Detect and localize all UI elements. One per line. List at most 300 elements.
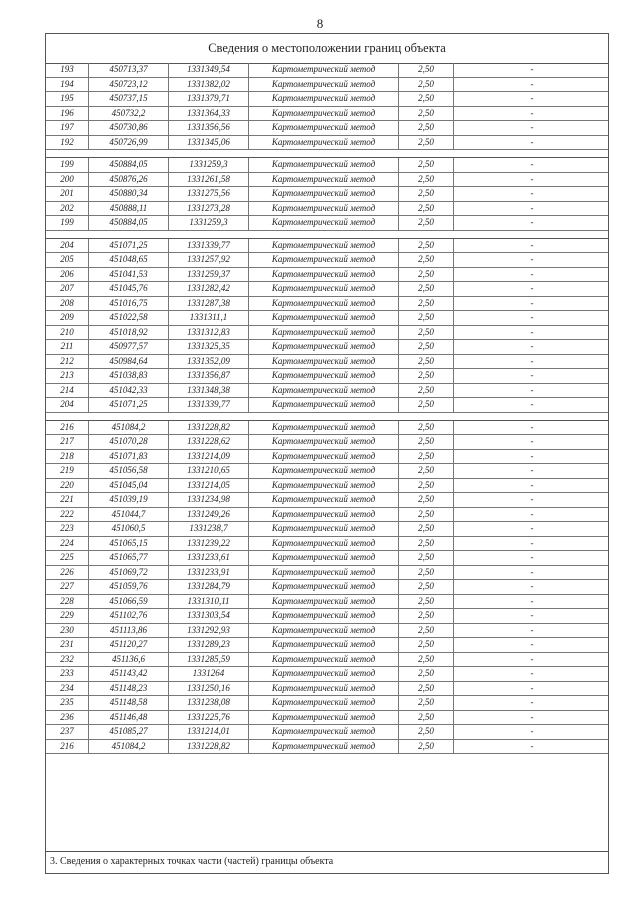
description: -: [530, 552, 534, 562]
x-coordinate: 451102,76: [89, 609, 169, 623]
point-number: 229: [46, 609, 89, 623]
accuracy: 2,50: [399, 624, 454, 638]
y-coordinate: 1331325,35: [169, 340, 249, 354]
y-coordinate: 1331282,42: [169, 282, 249, 296]
point-number: 221: [46, 493, 89, 507]
description: -: [530, 537, 534, 548]
accuracy: 2,50: [399, 173, 454, 187]
x-coordinate: 451041,53: [89, 268, 169, 282]
description: -: [530, 202, 534, 213]
accuracy: 2,50: [399, 725, 454, 739]
point-number: 212: [46, 355, 89, 369]
point-number: 199: [46, 158, 89, 172]
method: Картометрический метод: [249, 311, 399, 325]
description: -: [530, 653, 534, 664]
y-coordinate: 1331214,09: [169, 450, 249, 464]
y-coordinate: 1331228,62: [169, 435, 249, 449]
x-coordinate: 451071,25: [89, 239, 169, 253]
x-coordinate: 450984,64: [89, 355, 169, 369]
table-row: [46, 282, 608, 297]
table-row: [46, 421, 608, 436]
description: -: [530, 421, 534, 432]
accuracy: 2,50: [399, 216, 454, 230]
point-number: 220: [46, 479, 89, 493]
group-separator: [46, 150, 608, 158]
accuracy: 2,50: [399, 653, 454, 667]
x-coordinate: 451045,76: [89, 282, 169, 296]
method: Картометрический метод: [249, 63, 399, 77]
y-coordinate: 1331339,77: [169, 398, 249, 412]
y-coordinate: 1331234,98: [169, 493, 249, 507]
y-coordinate: 1331228,82: [169, 421, 249, 435]
table-row: [46, 653, 608, 668]
section-footer: 3. Сведения о характерных точках части (частей) границы объекта: [46, 851, 608, 873]
method: Картометрический метод: [249, 253, 399, 267]
method: Картометрический метод: [249, 158, 399, 172]
point-number: 216: [46, 740, 89, 754]
method: Картометрический метод: [249, 696, 399, 710]
x-coordinate: 451069,72: [89, 566, 169, 580]
description: -: [530, 370, 534, 380]
description: -: [530, 399, 534, 409]
description: -: [530, 173, 534, 184]
x-coordinate: 450737,15: [89, 92, 169, 106]
accuracy: 2,50: [399, 696, 454, 710]
y-coordinate: 1331259,3: [169, 216, 249, 230]
point-number: 208: [46, 297, 89, 311]
method: Картометрический метод: [249, 682, 399, 696]
description: -: [530, 188, 534, 198]
accuracy: 2,50: [399, 522, 454, 536]
description: -: [530, 465, 534, 475]
point-number: 202: [46, 202, 89, 216]
method: Картометрический метод: [249, 537, 399, 551]
x-coordinate: 451045,04: [89, 479, 169, 493]
description: -: [530, 697, 534, 707]
y-coordinate: 1331238,7: [169, 522, 249, 536]
table-row: [46, 682, 608, 697]
table-row: [46, 398, 608, 413]
x-coordinate: 450888,11: [89, 202, 169, 216]
x-coordinate: 451136,6: [89, 653, 169, 667]
method: Картометрический метод: [249, 566, 399, 580]
accuracy: 2,50: [399, 63, 454, 77]
accuracy: 2,50: [399, 355, 454, 369]
y-coordinate: 1331345,06: [169, 136, 249, 150]
table-row: [46, 253, 608, 268]
y-coordinate: 1331214,01: [169, 725, 249, 739]
point-number: 219: [46, 464, 89, 478]
table-row: [46, 580, 608, 595]
y-coordinate: 1331284,79: [169, 580, 249, 594]
description: -: [530, 93, 534, 103]
y-coordinate: 1331233,61: [169, 551, 249, 565]
method: Картометрический метод: [249, 725, 399, 739]
y-coordinate: 1331285,59: [169, 653, 249, 667]
point-number: 225: [46, 551, 89, 565]
description: -: [530, 254, 534, 264]
description: -: [530, 268, 534, 279]
accuracy: 2,50: [399, 158, 454, 172]
point-number: 214: [46, 384, 89, 398]
point-number: 210: [46, 326, 89, 340]
accuracy: 2,50: [399, 609, 454, 623]
method: Картометрический метод: [249, 173, 399, 187]
method: Картометрический метод: [249, 202, 399, 216]
table-row: [46, 355, 608, 370]
accuracy: 2,50: [399, 311, 454, 325]
description: -: [530, 595, 534, 606]
x-coordinate: 451044,7: [89, 508, 169, 522]
table-row: [46, 551, 608, 566]
table-row: [46, 725, 608, 740]
description: -: [530, 566, 534, 577]
table-row: [46, 624, 608, 639]
x-coordinate: 451060,5: [89, 522, 169, 536]
point-number: 206: [46, 268, 89, 282]
accuracy: 2,50: [399, 421, 454, 435]
description: -: [530, 341, 534, 351]
x-coordinate: 451056,58: [89, 464, 169, 478]
description: -: [530, 581, 534, 591]
accuracy: 2,50: [399, 326, 454, 340]
point-number: 232: [46, 653, 89, 667]
y-coordinate: 1331348,38: [169, 384, 249, 398]
point-number: 204: [46, 239, 89, 253]
point-number: 199: [46, 216, 89, 230]
x-coordinate: 451148,23: [89, 682, 169, 696]
method: Картометрический метод: [249, 464, 399, 478]
accuracy: 2,50: [399, 121, 454, 135]
y-coordinate: 1331382,02: [169, 78, 249, 92]
method: Картометрический метод: [249, 326, 399, 340]
x-coordinate: 451059,76: [89, 580, 169, 594]
method: Картометрический метод: [249, 297, 399, 311]
accuracy: 2,50: [399, 435, 454, 449]
table-row: [46, 136, 608, 151]
y-coordinate: 1331250,16: [169, 682, 249, 696]
accuracy: 2,50: [399, 282, 454, 296]
accuracy: 2,50: [399, 638, 454, 652]
description: -: [530, 78, 534, 89]
x-coordinate: 450713,37: [89, 63, 169, 77]
group-separator: [46, 413, 608, 421]
method: Картометрический метод: [249, 595, 399, 609]
x-coordinate: 451071,25: [89, 398, 169, 412]
table-row: [46, 711, 608, 726]
method: Картометрический метод: [249, 740, 399, 754]
table-row: [46, 268, 608, 283]
y-coordinate: 1331339,77: [169, 239, 249, 253]
y-coordinate: 1331311,1: [169, 311, 249, 325]
x-coordinate: 451070,28: [89, 435, 169, 449]
x-coordinate: 450723,12: [89, 78, 169, 92]
method: Картометрический метод: [249, 340, 399, 354]
accuracy: 2,50: [399, 464, 454, 478]
table-row: [46, 78, 608, 93]
description: -: [530, 297, 534, 308]
table-row: [46, 508, 608, 523]
accuracy: 2,50: [399, 187, 454, 201]
point-number: 211: [46, 340, 89, 354]
accuracy: 2,50: [399, 450, 454, 464]
method: Картометрический метод: [249, 609, 399, 623]
point-number: 194: [46, 78, 89, 92]
y-coordinate: 1331349,54: [169, 63, 249, 77]
description: -: [530, 64, 534, 74]
point-number: 200: [46, 173, 89, 187]
accuracy: 2,50: [399, 595, 454, 609]
point-number: 204: [46, 398, 89, 412]
method: Картометрический метод: [249, 92, 399, 106]
accuracy: 2,50: [399, 297, 454, 311]
y-coordinate: 1331352,09: [169, 355, 249, 369]
boundary-table: [45, 33, 609, 874]
description: -: [530, 479, 534, 490]
point-number: 209: [46, 311, 89, 325]
method: Картометрический метод: [249, 508, 399, 522]
table-row: [46, 537, 608, 552]
point-number: 196: [46, 107, 89, 121]
description: -: [530, 122, 534, 132]
accuracy: 2,50: [399, 551, 454, 565]
y-coordinate: 1331238,08: [169, 696, 249, 710]
accuracy: 2,50: [399, 398, 454, 412]
method: Картометрический метод: [249, 421, 399, 435]
accuracy: 2,50: [399, 580, 454, 594]
table-row: [46, 522, 608, 537]
y-coordinate: 1331259,37: [169, 268, 249, 282]
accuracy: 2,50: [399, 340, 454, 354]
table-row: [46, 297, 608, 312]
x-coordinate: 451048,65: [89, 253, 169, 267]
description: -: [530, 136, 534, 147]
y-coordinate: 1331356,87: [169, 369, 249, 383]
method: Картометрический метод: [249, 435, 399, 449]
group-separator: [46, 231, 608, 239]
y-coordinate: 1331264: [169, 667, 249, 681]
x-coordinate: 451038,83: [89, 369, 169, 383]
method: Картометрический метод: [249, 450, 399, 464]
point-number: 226: [46, 566, 89, 580]
description: -: [530, 283, 534, 293]
description: -: [530, 159, 534, 169]
description: -: [530, 107, 534, 118]
y-coordinate: 1331292,93: [169, 624, 249, 638]
table-row: [46, 340, 608, 355]
x-coordinate: 451084,2: [89, 740, 169, 754]
method: Картометрический метод: [249, 479, 399, 493]
description: -: [530, 450, 534, 461]
method: Картометрический метод: [249, 638, 399, 652]
x-coordinate: 450730,86: [89, 121, 169, 135]
description: -: [530, 668, 534, 678]
table-row: [46, 202, 608, 217]
method: Картометрический метод: [249, 369, 399, 383]
point-number: 213: [46, 369, 89, 383]
method: Картометрический метод: [249, 398, 399, 412]
x-coordinate: 451148,58: [89, 696, 169, 710]
accuracy: 2,50: [399, 202, 454, 216]
point-number: 228: [46, 595, 89, 609]
y-coordinate: 1331303,54: [169, 609, 249, 623]
point-number: 227: [46, 580, 89, 594]
y-coordinate: 1331310,11: [169, 595, 249, 609]
y-coordinate: 1331275,56: [169, 187, 249, 201]
y-coordinate: 1331364,33: [169, 107, 249, 121]
accuracy: 2,50: [399, 493, 454, 507]
point-number: 234: [46, 682, 89, 696]
x-coordinate: 450977,57: [89, 340, 169, 354]
y-coordinate: 1331225,76: [169, 711, 249, 725]
y-coordinate: 1331356,56: [169, 121, 249, 135]
y-coordinate: 1331214,05: [169, 479, 249, 493]
page-number: 8: [316, 16, 324, 31]
x-coordinate: 450880,34: [89, 187, 169, 201]
table-row: [46, 740, 608, 755]
description: -: [530, 326, 534, 337]
point-number: 192: [46, 136, 89, 150]
accuracy: 2,50: [399, 384, 454, 398]
x-coordinate: 451039,19: [89, 493, 169, 507]
y-coordinate: 1331379,71: [169, 92, 249, 106]
description: -: [530, 239, 534, 250]
x-coordinate: 451018,92: [89, 326, 169, 340]
accuracy: 2,50: [399, 508, 454, 522]
x-coordinate: 450884,05: [89, 158, 169, 172]
y-coordinate: 1331239,22: [169, 537, 249, 551]
point-number: 230: [46, 624, 89, 638]
table-title: Сведения о местоположении границ объекта: [46, 34, 608, 64]
x-coordinate: 451016,75: [89, 297, 169, 311]
method: Картометрический метод: [249, 551, 399, 565]
table-row: [46, 187, 608, 202]
description: -: [530, 639, 534, 649]
table-row: [46, 239, 608, 254]
accuracy: 2,50: [399, 239, 454, 253]
description: -: [530, 740, 534, 751]
point-number: 231: [46, 638, 89, 652]
table-row: [46, 107, 608, 122]
method: Картометрический метод: [249, 239, 399, 253]
x-coordinate: 451071,83: [89, 450, 169, 464]
point-number: 223: [46, 522, 89, 536]
y-coordinate: 1331259,3: [169, 158, 249, 172]
accuracy: 2,50: [399, 92, 454, 106]
x-coordinate: 451143,42: [89, 667, 169, 681]
description: -: [530, 523, 534, 533]
x-coordinate: 450726,99: [89, 136, 169, 150]
point-number: 207: [46, 282, 89, 296]
accuracy: 2,50: [399, 107, 454, 121]
x-coordinate: 451065,15: [89, 537, 169, 551]
x-coordinate: 450884,05: [89, 216, 169, 230]
method: Картометрический метод: [249, 355, 399, 369]
method: Картометрический метод: [249, 136, 399, 150]
x-coordinate: 451042,33: [89, 384, 169, 398]
point-number: 224: [46, 537, 89, 551]
table-row: [46, 609, 608, 624]
table-row: [46, 63, 608, 78]
x-coordinate: 451022,58: [89, 311, 169, 325]
description: -: [530, 312, 534, 322]
table-row: [46, 595, 608, 610]
x-coordinate: 451066,59: [89, 595, 169, 609]
point-number: 201: [46, 187, 89, 201]
x-coordinate: 450732,2: [89, 107, 169, 121]
table-row: [46, 696, 608, 711]
table-row: [46, 121, 608, 136]
x-coordinate: 451113,86: [89, 624, 169, 638]
description: -: [530, 682, 534, 693]
point-number: 222: [46, 508, 89, 522]
y-coordinate: 1331233,91: [169, 566, 249, 580]
description: -: [530, 508, 534, 519]
table-row: [46, 566, 608, 581]
method: Картометрический метод: [249, 711, 399, 725]
method: Картометрический метод: [249, 282, 399, 296]
description: -: [530, 711, 534, 722]
table-row: [46, 435, 608, 450]
table-row: [46, 92, 608, 107]
point-number: 237: [46, 725, 89, 739]
accuracy: 2,50: [399, 253, 454, 267]
y-coordinate: 1331289,23: [169, 638, 249, 652]
description: -: [530, 610, 534, 620]
description: -: [530, 726, 534, 736]
point-number: 205: [46, 253, 89, 267]
accuracy: 2,50: [399, 479, 454, 493]
point-number: 197: [46, 121, 89, 135]
method: Картометрический метод: [249, 493, 399, 507]
method: Картометрический метод: [249, 653, 399, 667]
description: -: [530, 355, 534, 366]
method: Картометрический метод: [249, 522, 399, 536]
accuracy: 2,50: [399, 667, 454, 681]
point-number: 193: [46, 63, 89, 77]
method: Картометрический метод: [249, 384, 399, 398]
table-row: [46, 384, 608, 399]
table-row: [46, 464, 608, 479]
table-row: [46, 479, 608, 494]
accuracy: 2,50: [399, 369, 454, 383]
table-row: [46, 450, 608, 465]
point-number: 233: [46, 667, 89, 681]
table-row: [46, 173, 608, 188]
description: -: [530, 384, 534, 395]
description: -: [530, 624, 534, 635]
table-row: [46, 369, 608, 384]
description: -: [530, 217, 534, 227]
table-row: [46, 667, 608, 682]
method: Картометрический метод: [249, 78, 399, 92]
point-number: 217: [46, 435, 89, 449]
y-coordinate: 1331273,28: [169, 202, 249, 216]
point-number: 195: [46, 92, 89, 106]
method: Картометрический метод: [249, 187, 399, 201]
table-row: [46, 311, 608, 326]
method: Картометрический метод: [249, 121, 399, 135]
point-number: 218: [46, 450, 89, 464]
accuracy: 2,50: [399, 711, 454, 725]
y-coordinate: 1331210,65: [169, 464, 249, 478]
accuracy: 2,50: [399, 268, 454, 282]
table-row: [46, 158, 608, 173]
description: -: [530, 436, 534, 446]
accuracy: 2,50: [399, 78, 454, 92]
y-coordinate: 1331249,26: [169, 508, 249, 522]
y-coordinate: 1331287,38: [169, 297, 249, 311]
